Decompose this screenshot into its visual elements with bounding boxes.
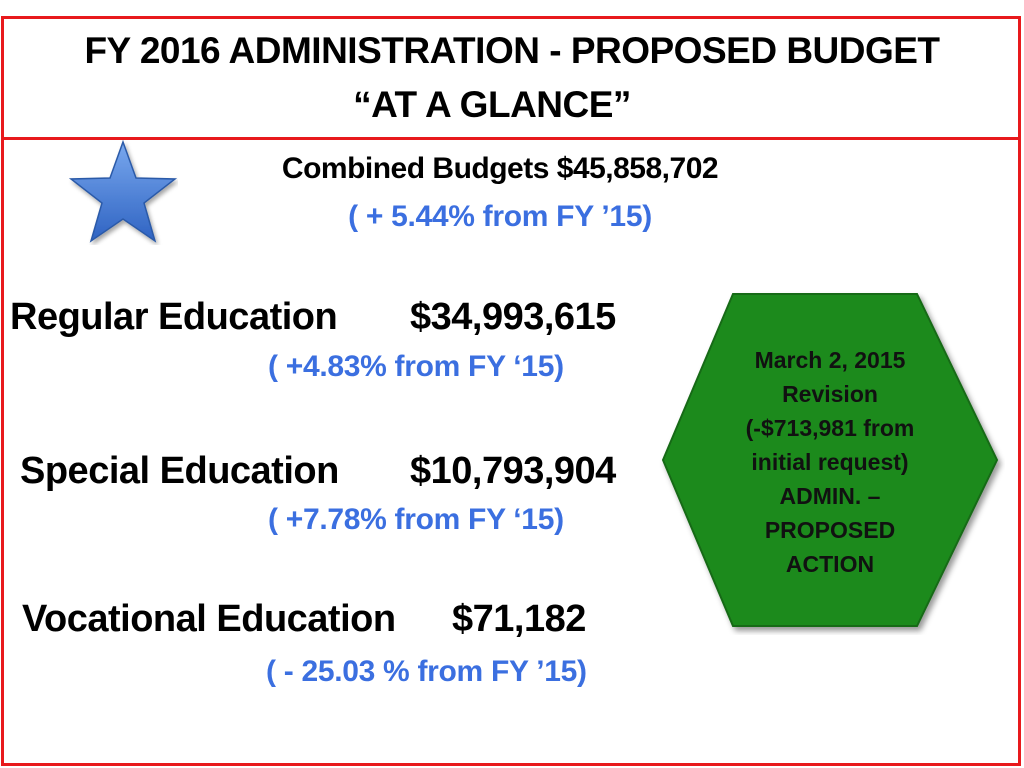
special-education-label: Special Education xyxy=(20,450,339,492)
vocational-education-change: ( - 25.03 % from FY ’15) xyxy=(266,655,587,688)
special-education-amount: $10,793,904 xyxy=(410,450,616,492)
combined-budget-label: Combined Budgets $45,858,702 xyxy=(281,152,719,185)
revision-note-line: Revision xyxy=(782,381,878,407)
slide-subtitle: “AT A GLANCE” xyxy=(353,84,631,125)
regular-education-change: ( +4.83% from FY ‘15) xyxy=(268,350,564,383)
special-education-change: ( +7.78% from FY ‘15) xyxy=(268,503,564,536)
slide-title: FY 2016 ADMINISTRATION - PROPOSED BUDGET xyxy=(84,30,940,71)
revision-note-line: March 2, 2015 xyxy=(754,347,906,373)
regular-education-amount: $34,993,615 xyxy=(410,296,616,338)
vocational-education-amount: $71,182 xyxy=(452,598,586,640)
revision-note-line: PROPOSED xyxy=(764,517,896,543)
star-icon xyxy=(68,140,178,245)
combined-budget-change: ( + 5.44% from FY ’15) xyxy=(348,200,652,233)
regular-education-label: Regular Education xyxy=(10,296,338,338)
vocational-education-label: Vocational Education xyxy=(22,598,396,640)
revision-note-line: (-$713,981 from xyxy=(745,415,915,441)
revision-note-line: ACTION xyxy=(785,551,875,577)
revision-note-line: ADMIN. – xyxy=(779,483,881,509)
revision-note-line: initial request) xyxy=(751,449,909,475)
revision-note xyxy=(735,343,925,581)
